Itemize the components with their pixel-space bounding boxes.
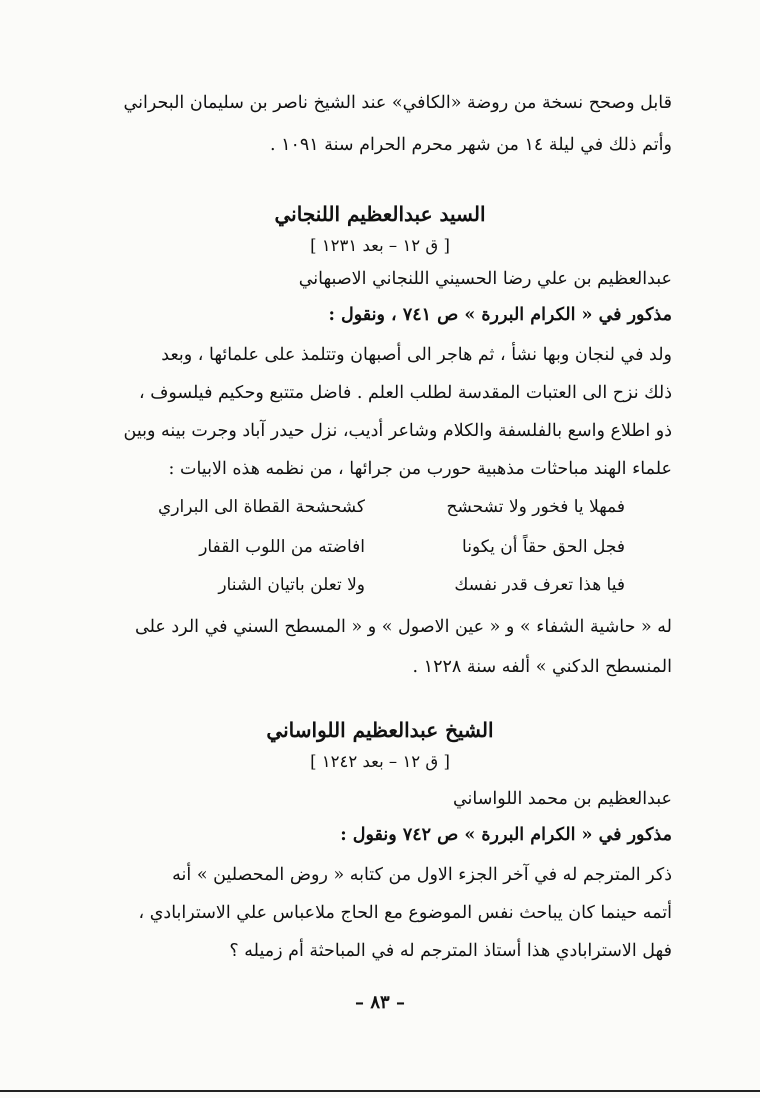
works-line: له « حاشية الشفاء » و « عين الاصول » و « المسطح السني في الرد على	[134, 617, 672, 637]
body-line: فهل الاسترابادي هذا أستاذ المترجم له في المباحثة أم زميله ؟	[229, 941, 672, 961]
verse-second-hemistich: افاضته من اللوب القفار	[199, 537, 365, 557]
text-line: قابل وصحح نسخة من روضة «الكافي» عند الشيخ ناصر بن سليمان البحراني	[123, 93, 672, 113]
bottom-rule	[0, 1090, 760, 1092]
body-line: ذو اطلاع واسع بالفلسفة والكلام وشاعر أديب، نزل حيدر آباد وجرت بينه وبين	[123, 421, 672, 441]
verse-second-hemistich: كشحشحة القطاة الى البراري	[158, 497, 365, 517]
entry-source: مذكور في « الكرام البررة » ص ٧٤١ ، ونقول :	[328, 305, 672, 325]
verse-second-hemistich: ولا تعلن باتيان الشنار	[218, 575, 365, 595]
verse-first-hemistich: فجل الحق حقاً أن يكونا	[462, 537, 625, 557]
verse-first-hemistich: فمهلا يا فخور ولا تشحشح	[446, 497, 625, 517]
body-line: علماء الهند مباحثات مذهبية حورب من جرائها ، من نظمه هذه الابيات :	[168, 459, 672, 479]
entry-name: عبدالعظيم بن علي رضا الحسيني اللنجاني الاصبهاني	[298, 269, 672, 289]
entry-title: السيد عبدالعظيم اللنجاني	[274, 202, 486, 226]
text-line: وأتم ذلك في ليلة ١٤ من شهر محرم الحرام سنة ١٠٩١ .	[269, 135, 672, 155]
entry-name: عبدالعظيم بن محمد اللواساني	[452, 789, 672, 809]
body-line: ولد في لنجان وبها نشأ ، ثم هاجر الى أصبهان وتتلمذ على علمائها ، وبعد	[161, 345, 672, 365]
entry-source: مذكور في « الكرام البررة » ص ٧٤٢ ونقول :	[340, 825, 672, 845]
body-line: ذكر المترجم له في آخر الجزء الاول من كتابه « روض المحصلين » أنه	[172, 865, 672, 885]
body-line: أتمه حينما كان يباحث نفس الموضوع مع الحاج ملاعباس علي الاسترابادي ،	[138, 903, 672, 923]
body-line: ذلك نزح الى العتبات المقدسة لطلب العلم . فاضل متتبع وحكيم فيلسوف ،	[138, 383, 672, 403]
works-line: المنسطح الدكني » ألفه سنة ١٢٢٨ .	[412, 657, 672, 677]
entry-title: الشيخ عبدالعظيم اللواساني	[266, 718, 494, 742]
entry-dates: [ ق ١٢ – بعد ١٢٣١ ]	[310, 236, 450, 255]
page-number: – ٨٣ –	[355, 992, 405, 1013]
entry-dates: [ ق ١٢ – بعد ١٢٤٢ ]	[310, 752, 450, 771]
verse-first-hemistich: فيا هذا تعرف قدر نفسك	[454, 575, 625, 595]
